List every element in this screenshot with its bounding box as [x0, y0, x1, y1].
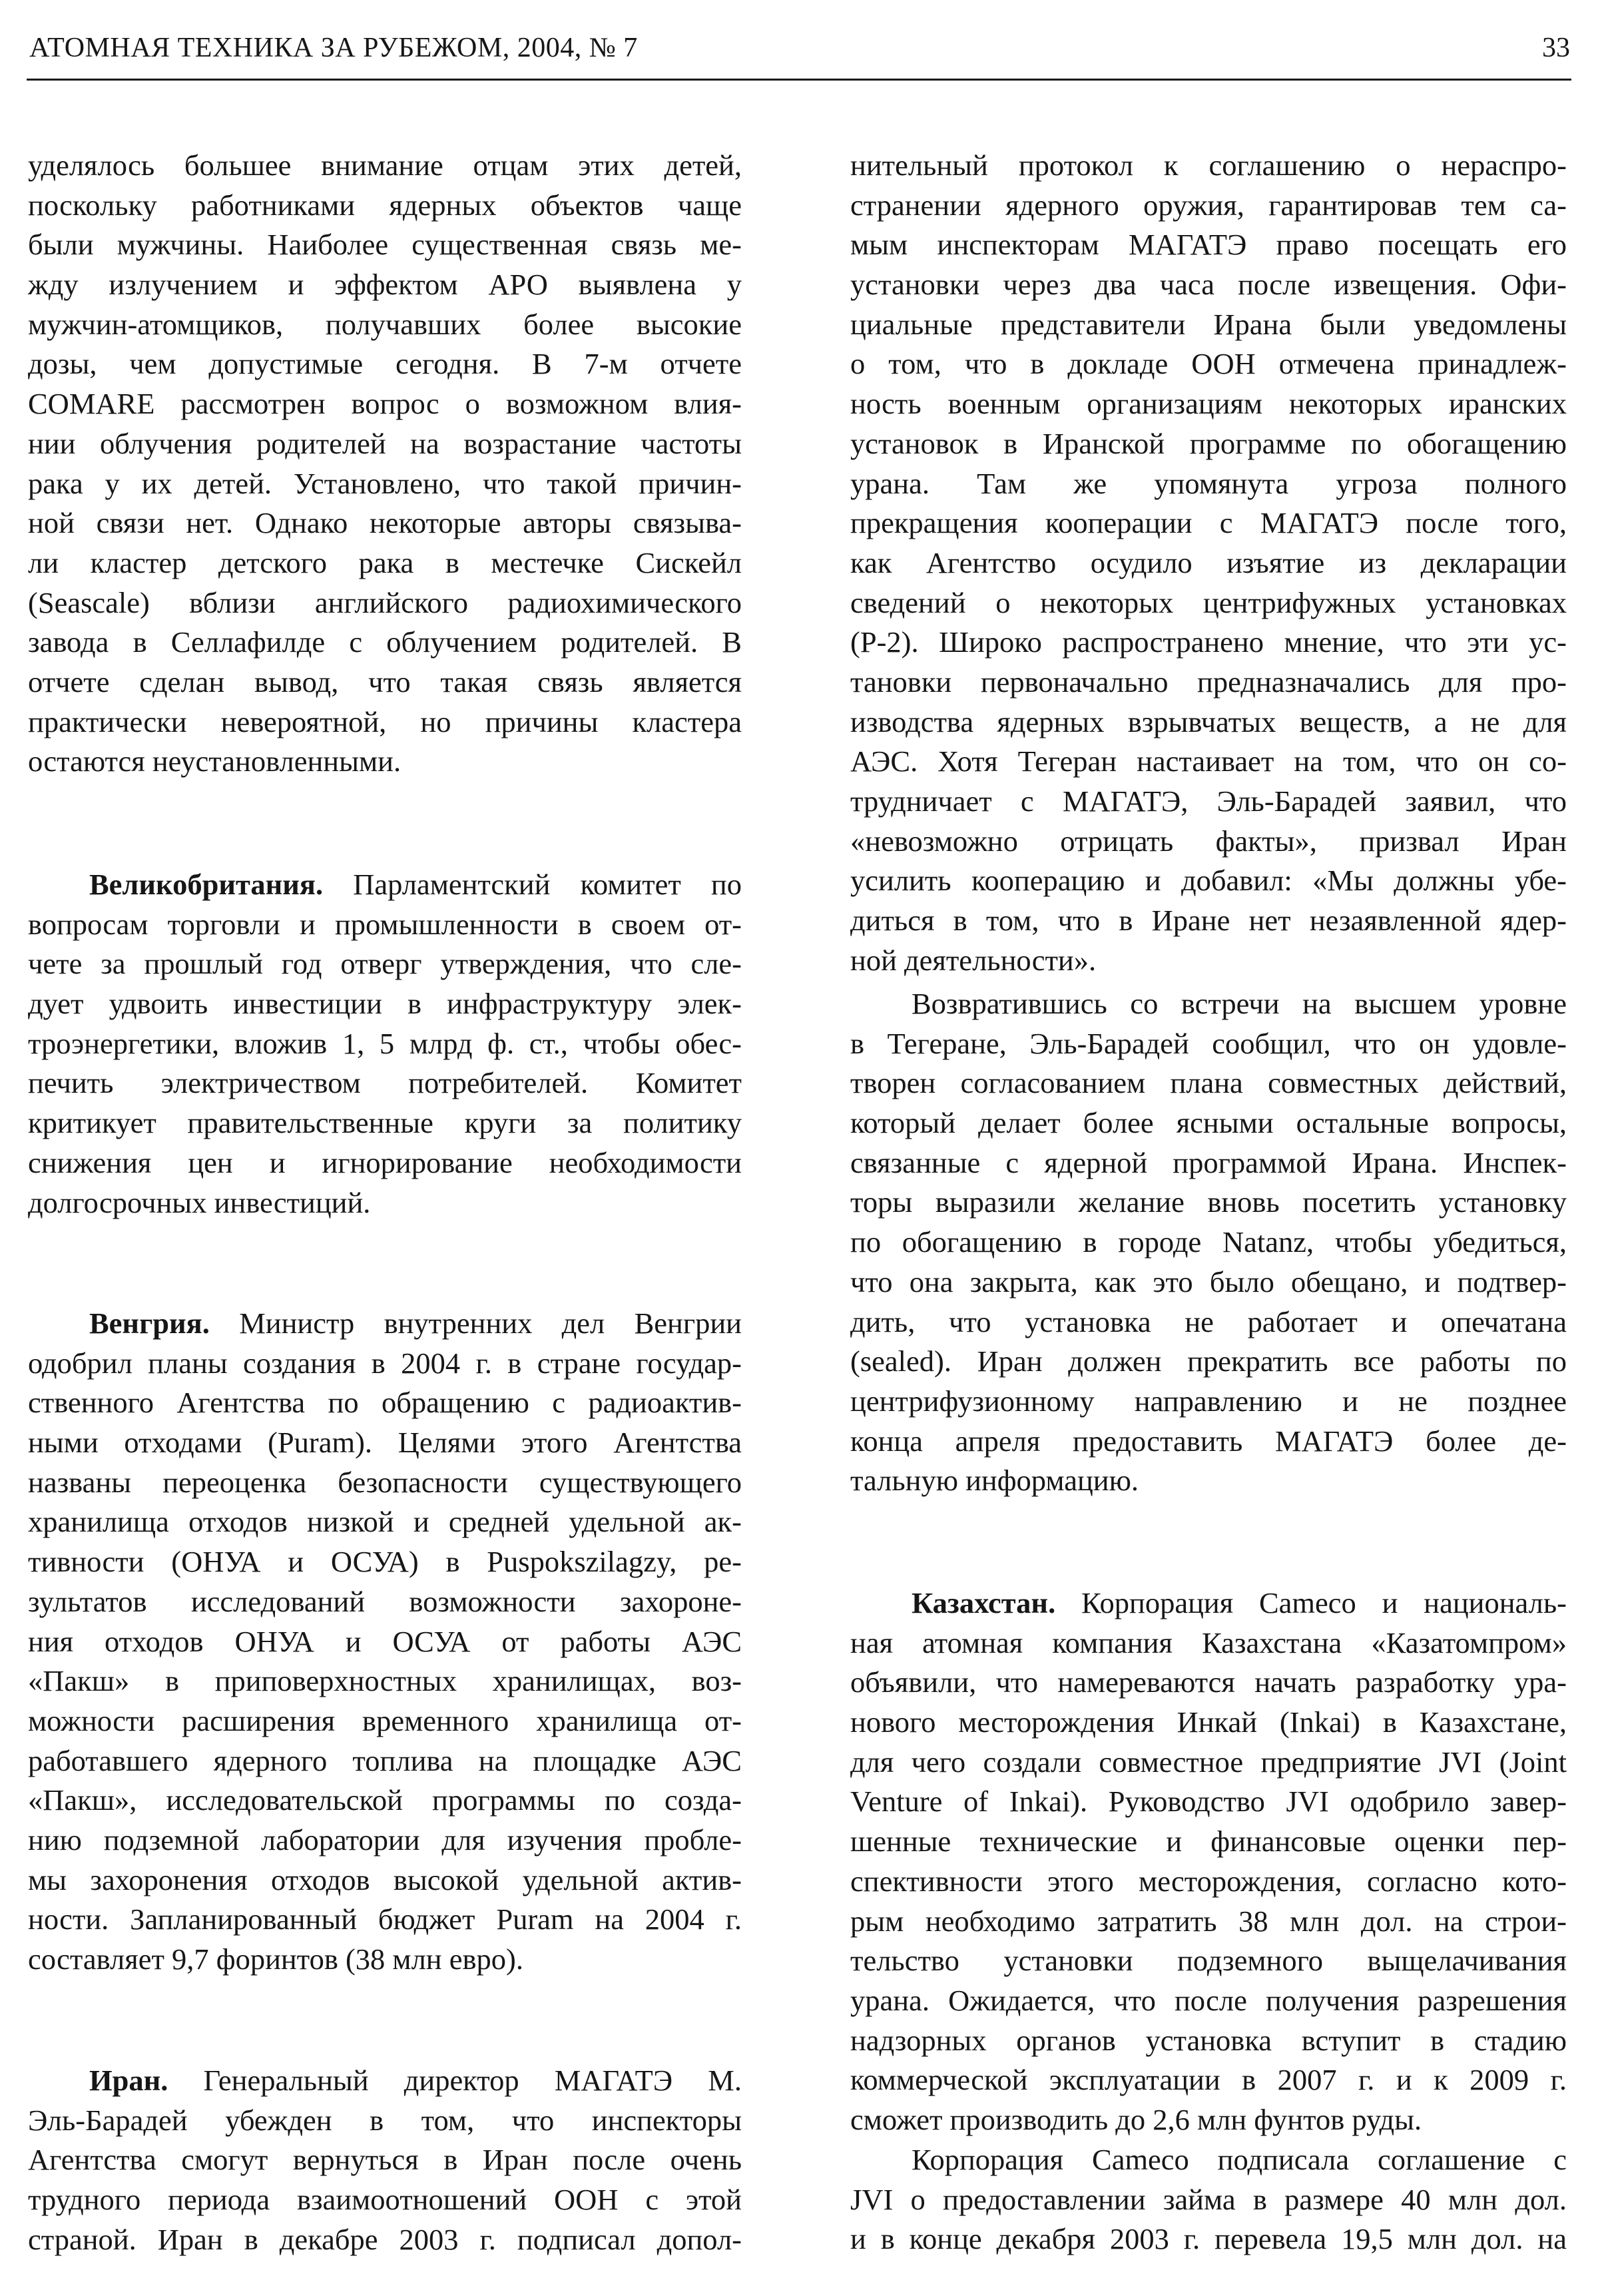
- line-text: установки через два часа после извещения. Офи-: [850, 268, 1567, 302]
- line-text: конца апреля предоставить МАГАТЭ более де-: [850, 1424, 1567, 1458]
- line-text: урана. Ожидается, что после получения разрешения: [850, 1983, 1567, 2017]
- text-line: [28, 1103, 742, 1143]
- text-line: [850, 1461, 1567, 1501]
- text-line: [850, 2060, 1567, 2100]
- text-line: [28, 186, 742, 226]
- text-line: [28, 344, 742, 384]
- line-text: Корпорация Cameco подписала соглашение с: [912, 2143, 1567, 2176]
- text-line: [28, 1502, 742, 1542]
- line-text: циальные представители Ирана были уведомлены: [850, 307, 1567, 341]
- text-line: [850, 344, 1567, 384]
- journal-title: АТОМНАЯ ТЕХНИКА ЗА РУБЕЖОМ, 2004, № 7: [29, 33, 638, 63]
- line-text: дует удвоить инвестиции в инфраструктуру элек-: [28, 987, 742, 1021]
- text-line: [28, 1344, 742, 1384]
- text-line: [850, 1782, 1567, 1822]
- text-line: [28, 1063, 742, 1103]
- text-line: [28, 225, 742, 265]
- text-line: [850, 1223, 1567, 1263]
- line-text: диться в том, что в Иране нет незаявленной ядер-: [850, 904, 1567, 938]
- paragraph-kazakhstan: [850, 1583, 1567, 2140]
- text-line: [28, 1024, 742, 1064]
- text-line: [850, 1422, 1567, 1462]
- text-line: [28, 305, 742, 345]
- paragraph-hungary: [28, 1304, 742, 1980]
- line-text: Агентства смогут вернуться в Иран после очень: [28, 2143, 742, 2177]
- line-text: мужчин-атомщиков, получавших более высокие: [28, 307, 742, 341]
- line-text: для чего создали совместное предприятие JVI (Joint: [850, 1745, 1567, 1779]
- line-text: творен согласованием плана совместных действий,: [850, 1066, 1567, 1100]
- text-line: [850, 822, 1567, 862]
- text-line: [28, 1900, 742, 1940]
- page-number: 33: [1542, 33, 1570, 63]
- text-line: [28, 742, 742, 782]
- text-line: [850, 623, 1567, 663]
- text-line: [28, 1423, 742, 1463]
- line-text: (Seascale) вблизи английского радиохимического: [28, 585, 742, 619]
- text-line: [28, 424, 742, 464]
- line-text: изводства ядерных взрывчатых веществ, а не для: [850, 705, 1567, 738]
- text-line: [850, 1703, 1567, 1743]
- line-text: ния отходов ОНУА и ОСУА от работы АЭС: [28, 1624, 742, 1658]
- line-text: нии облучения родителей на возрастание частоты: [28, 426, 742, 460]
- line-text: надзорных органов установка вступит в стадию: [850, 2023, 1567, 2057]
- text-line: [850, 984, 1567, 1024]
- text-line: [28, 1781, 742, 1821]
- line-text: рака у их детей. Установлено, что такой причин-: [28, 466, 742, 500]
- line-text: жду излучением и эффектом АРО выявлена у: [28, 268, 742, 302]
- paragraph-iran-continued: [850, 146, 1567, 980]
- line-text: странении ядерного оружия, гарантировав тем са-: [850, 188, 1567, 222]
- text-line: [28, 984, 742, 1024]
- line-text: в Тегеране, Эль-Барадей сообщил, что он удовле-: [850, 1026, 1567, 1060]
- text-line: [28, 1701, 742, 1741]
- line-text: нового месторождения Инкай (Inkai) в Казахстане,: [850, 1705, 1567, 1739]
- line-text: мы захоронения отходов высокой удельной актив-: [28, 1863, 742, 1896]
- line-text: названы переоценка безопасности существующего: [28, 1465, 742, 1499]
- text-line: [850, 1143, 1567, 1183]
- text-line: [850, 2180, 1567, 2220]
- line-text: спективности этого месторождения, согласно кото-: [850, 1864, 1567, 1898]
- text-line: [28, 865, 742, 905]
- line-text: печить электричеством потребителей. Комитет: [28, 1066, 742, 1100]
- text-line: [28, 1582, 742, 1622]
- line-text: нительный протокол к соглашению о нераспро-: [850, 148, 1567, 182]
- text-line: [850, 464, 1567, 504]
- text-line: [28, 543, 742, 583]
- text-line: [850, 1024, 1567, 1064]
- text-line: [28, 2140, 742, 2180]
- line-text: АЭС. Хотя Тегеран настаивает на том, что он со-: [850, 744, 1567, 778]
- section-heading: Иран.: [89, 2064, 168, 2097]
- text-line: [850, 146, 1567, 186]
- line-text: тальную информацию.: [850, 1464, 1139, 1498]
- text-line: [850, 424, 1567, 464]
- text-line: [850, 2140, 1567, 2180]
- text-line: [28, 1383, 742, 1423]
- line-text: дить, что установка не работает и опечатана: [850, 1304, 1567, 1338]
- line-text: хранилища отходов низкой и средней удельной ак-: [28, 1505, 742, 1539]
- line-text: «Пакш», исследовательской программы по созда-: [28, 1783, 742, 1817]
- line-text: уделялось большее внимание отцам этих детей,: [28, 148, 742, 182]
- text-line: [28, 583, 742, 623]
- text-line: [850, 1063, 1567, 1103]
- line-text: мым инспекторам МАГАТЭ право посещать его: [850, 228, 1567, 262]
- line-text: сведений о некоторых центрифужных установках: [850, 585, 1567, 619]
- text-line: [850, 663, 1567, 703]
- line-text: установок в Иранской программе по обогащению: [850, 426, 1567, 460]
- line-text: отчете сделан вывод, что такая связь является: [28, 665, 742, 699]
- line-text: завода в Селлафилде с облучением родителей. В: [28, 625, 742, 659]
- line-text: Парламентский комитет по: [323, 868, 742, 901]
- text-line: [850, 1822, 1567, 1862]
- paragraph-uk: [28, 865, 742, 1223]
- line-text: JVI о предоставлении займа в размере 40 млн дол.: [850, 2182, 1567, 2216]
- line-text: по обогащению в городе Natanz, чтобы убедиться,: [850, 1225, 1567, 1259]
- line-text: как Агентство осудило изъятие из декларации: [850, 545, 1567, 579]
- text-line: [28, 1821, 742, 1861]
- header-rule: [27, 79, 1571, 81]
- line-text: Генеральный директор МАГАТЭ М.: [168, 2064, 742, 2097]
- text-line: [850, 1663, 1567, 1703]
- text-line: [850, 225, 1567, 265]
- text-line: [850, 742, 1567, 782]
- line-text: можности расширения временного хранилища от-: [28, 1703, 742, 1737]
- text-line: [28, 1463, 742, 1503]
- line-text: торы выразили желание вновь посетить установку: [850, 1185, 1567, 1219]
- text-line: [28, 2101, 742, 2141]
- line-text: практически невероятной, но причины кластера: [28, 705, 742, 738]
- line-text: COMARE рассмотрен вопрос о возможном влия-: [28, 387, 742, 421]
- line-text: тивности (ОНУА и ОСУА) в Puspokszilagzy, ре-: [28, 1545, 742, 1579]
- paragraph-children-radiation: [28, 146, 742, 782]
- text-line: [28, 703, 742, 742]
- text-line: [850, 186, 1567, 226]
- line-text: снижения цен и игнорирование необходимости: [28, 1145, 742, 1179]
- line-text: Возвратившись со встречи на высшем уровне: [912, 987, 1567, 1020]
- line-text: и в конце декабря 2003 г. перевела 19,5 млн дол. на: [850, 2222, 1567, 2256]
- line-text: ности. Запланированный бюджет Puram на 2004 г.: [28, 1902, 742, 1936]
- line-text: Корпорация Cameco и националь-: [1055, 1586, 1567, 1619]
- line-text: который делает более ясными остальные вопросы,: [850, 1106, 1567, 1140]
- text-line: [850, 861, 1567, 901]
- line-text: страной. Иран в декабре 2003 г. подписал допол-: [28, 2222, 742, 2256]
- line-text: о том, что в докладе ООН отмечена принадлеж-: [850, 347, 1567, 381]
- line-text: ной деятельности».: [850, 943, 1097, 977]
- text-line: [28, 1183, 742, 1223]
- text-line: [28, 1741, 742, 1781]
- paragraph-cameco-loan: [850, 2140, 1567, 2259]
- text-line: [28, 1940, 742, 1980]
- line-text: объявили, что намереваются начать разработку ура-: [850, 1665, 1567, 1699]
- text-line: [850, 1743, 1567, 1783]
- line-text: нию подземной лаборатории для изучения пробле-: [28, 1823, 742, 1857]
- line-text: трудного периода взаимоотношений ООН с этой: [28, 2183, 742, 2217]
- line-text: троэнергетики, вложив 1, 5 млрд ф. ст., чтобы обес-: [28, 1026, 742, 1060]
- text-line: [28, 1542, 742, 1582]
- line-text: были мужчины. Наиболее существенная связь ме-: [28, 228, 742, 262]
- line-text: связанные с ядерной программой Ирана. Инспек-: [850, 1145, 1567, 1179]
- text-line: [850, 265, 1567, 305]
- text-line: [28, 1304, 742, 1344]
- text-line: [850, 305, 1567, 345]
- paragraph-iran-return: [850, 984, 1567, 1501]
- text-line: [850, 1342, 1567, 1382]
- section-heading: Венгрия.: [89, 1306, 210, 1340]
- text-line: [28, 265, 742, 305]
- text-line: [850, 543, 1567, 583]
- text-line: [28, 464, 742, 504]
- line-text: вопросам торговли и промышленности в своем от-: [28, 907, 742, 941]
- text-line: [850, 384, 1567, 424]
- text-line: [850, 503, 1567, 543]
- section-heading: Казахстан.: [912, 1586, 1056, 1619]
- line-text: Министр внутренних дел Венгрии: [209, 1306, 742, 1340]
- line-text: дозы, чем допустимые сегодня. В 7-м отчете: [28, 347, 742, 381]
- text-line: [28, 503, 742, 543]
- text-line: [28, 384, 742, 424]
- line-text: усилить кооперацию и добавил: «Мы должны убе-: [850, 864, 1567, 898]
- text-line: [28, 2220, 742, 2260]
- text-line: [28, 905, 742, 945]
- text-line: [850, 1382, 1567, 1422]
- text-line: [850, 1302, 1567, 1342]
- line-text: (sealed). Иран должен прекратить все работы по: [850, 1344, 1567, 1378]
- line-text: «невозможно отрицать факты», призвал Иран: [850, 824, 1567, 858]
- text-line: [850, 2100, 1567, 2140]
- line-text: поскольку работниками ядерных объектов чаще: [28, 188, 742, 222]
- line-text: прекращения кооперации с МАГАТЭ после того,: [850, 506, 1567, 540]
- text-line: [28, 2180, 742, 2220]
- text-line: [28, 1661, 742, 1701]
- text-line: [850, 1981, 1567, 2021]
- paragraph-iran: [28, 2061, 742, 2259]
- section-heading: Великобритания.: [89, 868, 324, 901]
- text-line: [28, 663, 742, 703]
- line-text: составляет 9,7 форинтов (38 млн евро).: [28, 1942, 523, 1976]
- text-line: [850, 941, 1567, 981]
- line-text: критикует правительственные круги за политику: [28, 1106, 742, 1140]
- text-line: [850, 1623, 1567, 1663]
- line-text: тановки первоначально предназначались для про-: [850, 665, 1567, 699]
- text-line: [850, 1183, 1567, 1223]
- text-line: [28, 944, 742, 984]
- line-text: Эль-Барадей убежден в том, что инспекторы: [28, 2103, 742, 2137]
- line-text: ными отходами (Puram). Целями этого Агентства: [28, 1426, 742, 1460]
- line-text: Venture of Inkai). Руководство JVI одобрило завер-: [850, 1785, 1567, 1819]
- line-text: коммерческой эксплуатации в 2007 г. и к 2009 г.: [850, 2063, 1567, 2097]
- line-text: шенные технические и финансовые оценки пер-: [850, 1825, 1567, 1859]
- text-line: [850, 1583, 1567, 1623]
- line-text: зультатов исследований возможности захороне-: [28, 1584, 742, 1618]
- line-text: чете за прошлый год отверг утверждения, что сле-: [28, 947, 742, 981]
- text-line: [850, 1862, 1567, 1902]
- text-line: [850, 1103, 1567, 1143]
- line-text: рым необходимо затратить 38 млн дол. на строи-: [850, 1904, 1567, 1938]
- line-text: ственного Агентства по обращению с радиоактив-: [28, 1386, 742, 1420]
- text-line: [28, 146, 742, 186]
- text-line: [850, 1263, 1567, 1302]
- text-line: [28, 1861, 742, 1900]
- text-line: [850, 2021, 1567, 2061]
- line-text: (Р-2). Широко распространено мнение, что эти ус-: [850, 625, 1567, 659]
- line-text: урана. Там же упомянута угроза полного: [850, 466, 1567, 500]
- line-text: центрифузионному направлению и не позднее: [850, 1384, 1567, 1418]
- text-line: [850, 782, 1567, 822]
- line-text: «Пакш» в приповерхностных хранилищах, воз-: [28, 1664, 742, 1698]
- text-line: [850, 1902, 1567, 1942]
- text-line: [850, 583, 1567, 623]
- line-text: остаются неустановленными.: [28, 744, 401, 778]
- line-text: сможет производить до 2,6 млн фунтов руды.: [850, 2102, 1422, 2136]
- text-line: [850, 901, 1567, 941]
- line-text: ли кластер детского рака в местечке Сискейл: [28, 545, 742, 579]
- line-text: трудничает с МАГАТЭ, Эль-Барадей заявил, что: [850, 784, 1567, 818]
- text-line: [850, 1941, 1567, 1981]
- text-line: [850, 703, 1567, 742]
- line-text: долгосрочных инвестиций.: [28, 1185, 371, 1219]
- line-text: ной связи нет. Однако некоторые авторы связыва-: [28, 506, 742, 540]
- text-line: [28, 2061, 742, 2101]
- line-text: что она закрыта, как это было обещано, и подтвер-: [850, 1265, 1567, 1298]
- text-line: [850, 2219, 1567, 2259]
- line-text: работавшего ядерного топлива на площадке АЭС: [28, 1743, 742, 1777]
- line-text: тельство установки подземного выщелачивания: [850, 1944, 1567, 1978]
- line-text: одобрил планы создания в 2004 г. в стране государ-: [28, 1346, 742, 1380]
- line-text: ность военным организациям некоторых иранских: [850, 387, 1567, 421]
- text-line: [28, 1143, 742, 1183]
- text-line: [28, 623, 742, 663]
- line-text: ная атомная компания Казахстана «Казатомпром»: [850, 1625, 1567, 1659]
- text-line: [28, 1622, 742, 1662]
